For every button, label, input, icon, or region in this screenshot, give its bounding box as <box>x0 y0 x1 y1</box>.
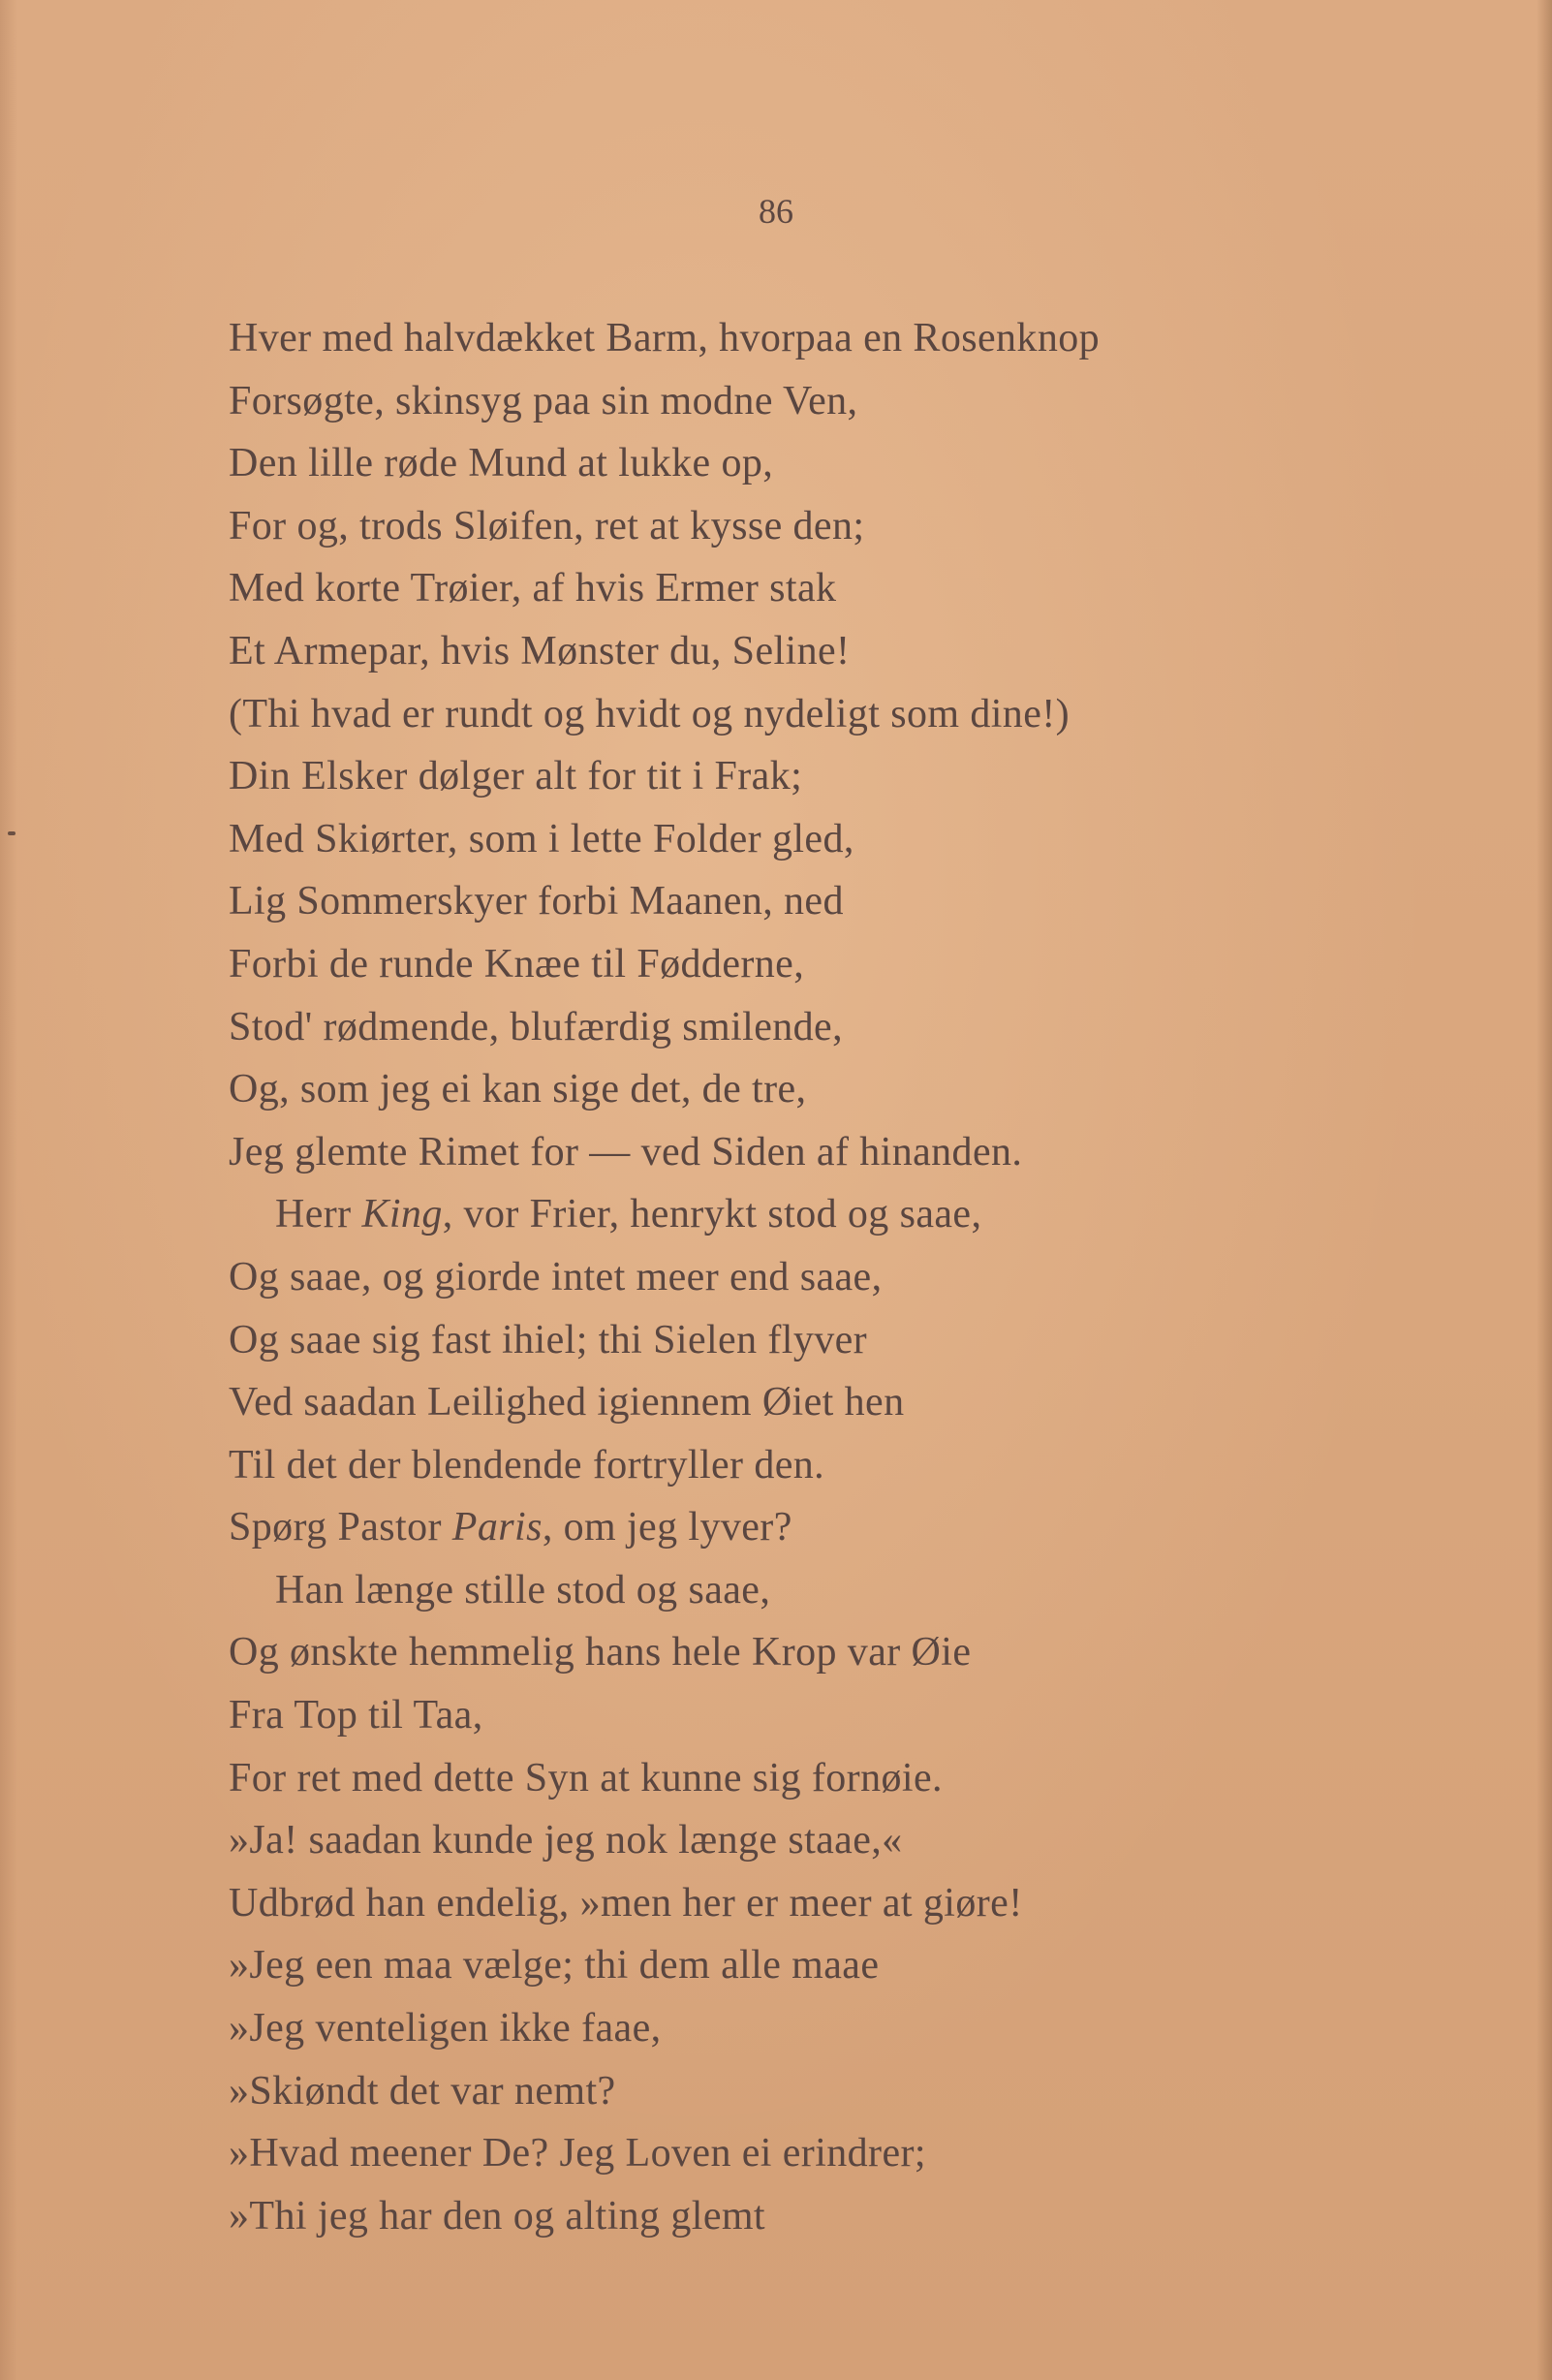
verse-line: Et Armepar, hvis Mønster du, Seline! <box>229 628 851 673</box>
verse-line: »Thi jeg har den og alting glemt <box>229 2193 766 2239</box>
verse-line: »Jeg een maa vælge; thi dem alle maae <box>229 1943 880 1989</box>
verse-line-text: , vor Frier, henrykt stod og saae, <box>442 1192 982 1237</box>
verse-line: Med korte Trøier, af hvis Ermer stak <box>229 566 837 611</box>
verse-line: Han længe stille stod og saae, <box>275 1567 771 1613</box>
verse-line: Ved saadan Leilighed igiennem Øiet hen <box>229 1380 905 1425</box>
verse-line: »Jeg venteligen ikke faae, <box>229 2006 662 2051</box>
verse-line: Jeg glemte Rimet for — ved Siden af hinanden. <box>229 1129 1023 1174</box>
verse-line: Forbi de runde Knæe til Fødderne, <box>229 941 805 986</box>
verse-line: »Hvad meener De? Jeg Loven ei erindrer; <box>229 2131 926 2176</box>
verse-line: »Skiøndt det var nemt? <box>229 2068 616 2114</box>
verse-line <box>0 1496 1552 1559</box>
verse-line: Til det der blendende fortryller den. <box>229 1442 825 1488</box>
verse-line: For og, trods Sløifen, ret at kysse den; <box>229 503 865 548</box>
verse-line: Med Skiørter, som i lette Folder gled, <box>229 816 854 861</box>
verse-line-text: , om jeg lyver? <box>542 1505 792 1550</box>
verse-line: (Thi hvad er rundt og hvidt og nydeligt som dine!) <box>229 691 1071 736</box>
verse-line: Stod' rødmende, blufærdig smilende, <box>229 1004 843 1049</box>
verse-line: Den lille røde Mund at lukke op, <box>229 441 774 486</box>
verse-line-text: Spørg Pastor <box>229 1505 452 1550</box>
verse-line: Og saae, og giorde intet meer end saae, <box>229 1254 883 1300</box>
name-paris: Paris <box>451 1505 543 1550</box>
page-number: 86 <box>759 192 793 231</box>
verse-line: Og ønskte hemmelig hans hele Krop var Øie <box>229 1630 972 1675</box>
verse-line: Lig Sommerskyer forbi Maanen, ned <box>229 879 844 924</box>
verse-line: Din Elsker dølger alt for tit i Frak; <box>229 754 803 799</box>
verse-line: Udbrød han endelig, »men her er meer at giøre! <box>229 1880 1023 1926</box>
verse-line: Og saae sig fast ihiel; thi Sielen flyver <box>229 1317 868 1362</box>
name-king: King <box>361 1192 443 1237</box>
verse-line: Hver med halvdækket Barm, hvorpaa en Rosenknop <box>229 316 1101 360</box>
verse-line: For ret med dette Syn at kunne sig fornøie. <box>229 1755 943 1801</box>
verse-line: Forsøgte, skinsyg paa sin modne Ven, <box>229 378 858 423</box>
verse-line: »Ja! saadan kunde jeg nok længe staae,« <box>229 1818 903 1863</box>
verse-line <box>0 1183 1552 1246</box>
verse-line-text: Herr <box>275 1192 362 1237</box>
verse-line: Fra Top til Taa, <box>229 1693 483 1738</box>
poem-text <box>0 307 1552 2247</box>
verse-line: Og, som jeg ei kan sige det, de tre, <box>229 1067 807 1112</box>
